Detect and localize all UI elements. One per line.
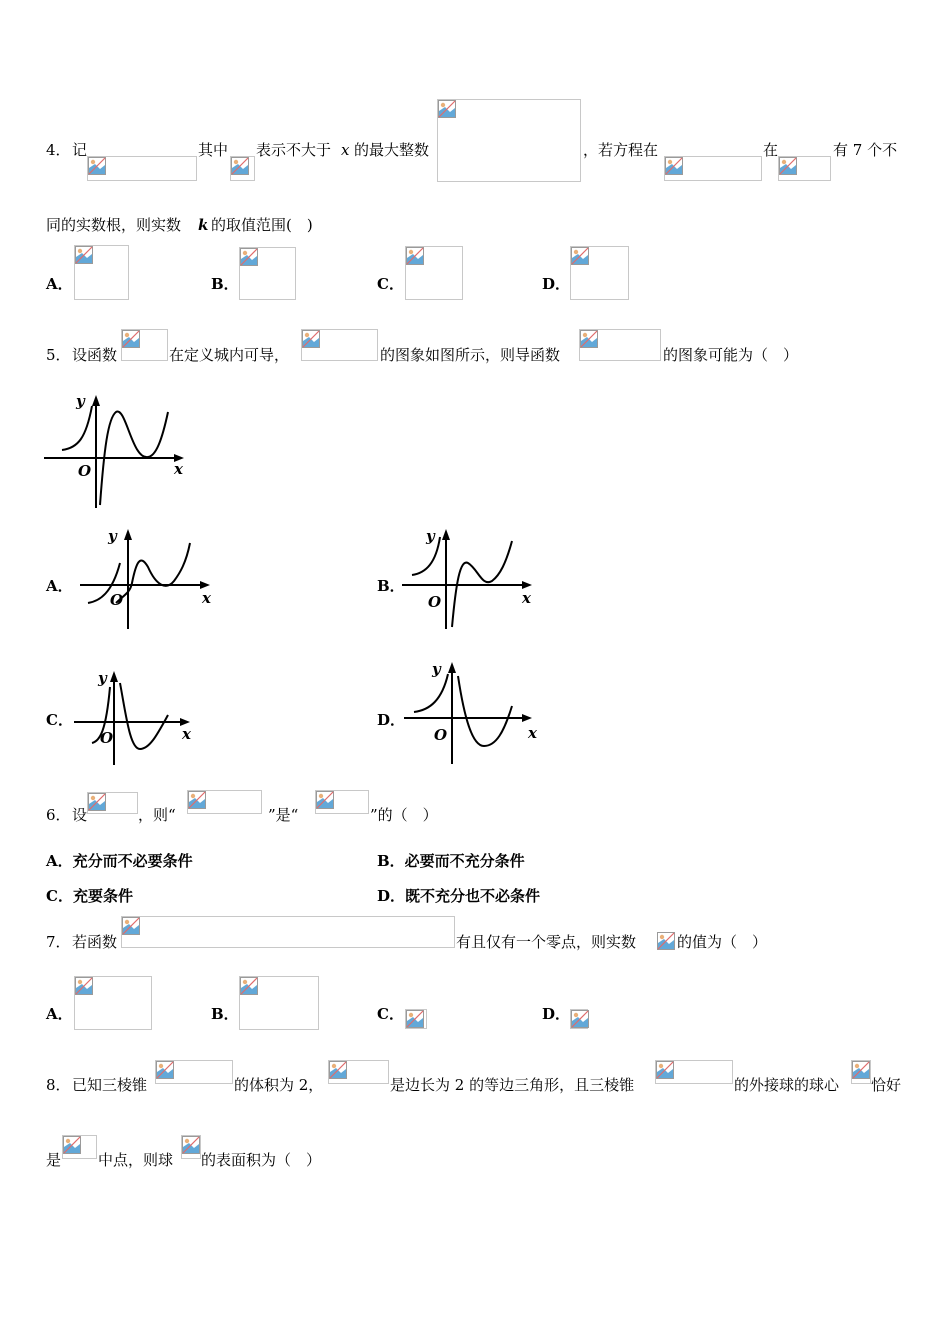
formula-image: [778, 156, 831, 181]
formula-image: [301, 329, 378, 361]
option-b-graph[interactable]: [402, 523, 542, 635]
broken-image-icon: [329, 1061, 347, 1079]
formula-image: [655, 1060, 733, 1084]
broken-image-icon: [571, 247, 589, 265]
broken-image-icon: [656, 1061, 674, 1079]
broken-image-icon: [182, 1136, 200, 1154]
broken-image-icon: [657, 932, 675, 950]
formula-image: [579, 329, 661, 361]
formula-image: [328, 1060, 389, 1084]
formula-image: [664, 156, 762, 181]
formula-image: [121, 916, 455, 948]
q7-text-3: 的值为（ ）: [677, 933, 768, 951]
broken-image-icon: [779, 157, 797, 175]
broken-image-icon: [406, 1010, 424, 1028]
x-axis-arrow: [522, 581, 532, 589]
q5-text-3: 的图象如图所示，则导函数: [380, 346, 561, 364]
origin-label: O: [100, 729, 114, 747]
q4-line2b: 的取值范围( ): [211, 216, 313, 234]
y-axis-arrow: [124, 529, 132, 540]
formula-image: [62, 1135, 97, 1159]
broken-image-icon: [75, 246, 93, 264]
formula-image: [187, 790, 262, 814]
broken-image-icon: [88, 793, 106, 811]
q6-text-4: ”的（ ）: [370, 806, 438, 824]
q7-text-1: 若函数: [72, 933, 118, 951]
q6-option-d[interactable]: D．既不充分也不必条件: [377, 887, 541, 905]
broken-image-icon: [302, 330, 320, 348]
broken-image-icon: [240, 248, 258, 266]
broken-image-icon: [231, 157, 249, 175]
curve-right: [120, 683, 168, 749]
q4-number: 4．: [46, 141, 71, 159]
q4-text-7: 有 7 个不: [833, 141, 898, 159]
x-axis-label: x: [522, 589, 531, 607]
q7-text-2: 有且仅有一个零点，则实数: [456, 933, 637, 951]
y-axis-label: y: [76, 392, 85, 410]
q4-option-c[interactable]: C．: [377, 275, 404, 293]
q4-option-b[interactable]: B．: [211, 275, 239, 293]
x-axis-arrow: [200, 581, 210, 589]
option-c-graph[interactable]: [74, 665, 204, 770]
broken-image-icon: [406, 247, 424, 265]
broken-image-icon: [156, 1061, 174, 1079]
q7-option-a[interactable]: A．: [46, 1005, 73, 1023]
broken-image-icon: [316, 791, 334, 809]
option-d-graph[interactable]: [404, 656, 554, 768]
q4-text-1: 记: [72, 141, 88, 159]
origin-label: O: [110, 591, 124, 609]
y-axis-arrow: [442, 529, 450, 540]
function-graph: [44, 390, 194, 510]
y-axis-arrow: [110, 671, 118, 682]
q8-line2b: 中点，则球: [98, 1151, 174, 1169]
option-image: [74, 976, 152, 1030]
q6-option-c[interactable]: C．充要条件: [46, 887, 133, 905]
q5-option-c[interactable]: C．: [46, 711, 73, 729]
q5-text-1: 设函数: [72, 346, 118, 364]
y-axis-label: y: [108, 527, 117, 545]
q6-number: 6．: [46, 806, 71, 824]
q4-var-k: k: [198, 216, 209, 234]
q8-line2c: 的表面积为（ ）: [201, 1151, 322, 1169]
y-axis-label: y: [432, 660, 441, 678]
broken-image-icon: [240, 977, 258, 995]
broken-image-icon: [63, 1136, 81, 1154]
broken-image-icon: [580, 330, 598, 348]
y-axis-label: y: [98, 669, 107, 687]
q6-text-1: 设: [72, 806, 88, 824]
option-image: [570, 1009, 588, 1029]
x-axis-label: x: [182, 725, 191, 743]
q5-number: 5．: [46, 346, 71, 364]
origin-label: O: [434, 726, 448, 744]
q5-option-d[interactable]: D．: [377, 711, 406, 729]
q7-option-c[interactable]: C．: [377, 1005, 404, 1023]
broken-image-icon: [122, 330, 140, 348]
formula-image: [121, 329, 168, 361]
q6-text-2: ，则“: [138, 806, 176, 824]
broken-image-icon: [571, 1010, 589, 1028]
origin-label: O: [428, 593, 442, 611]
broken-image-icon: [665, 157, 683, 175]
q4-text-4: 的最大整数: [354, 141, 430, 159]
option-image: [239, 976, 319, 1030]
q8-text-3: 是边长为 2 的等边三角形，且三棱锥: [390, 1076, 635, 1094]
broken-image-icon: [438, 100, 456, 118]
formula-image: [657, 932, 675, 950]
formula-image: [87, 156, 197, 181]
option-image: [74, 245, 129, 300]
option-image: [239, 247, 296, 300]
q5-option-b[interactable]: B．: [377, 577, 405, 595]
option-a-graph[interactable]: [80, 523, 220, 635]
option-image: [405, 1009, 427, 1029]
broken-image-icon: [88, 157, 106, 175]
q4-text-6: 在: [763, 141, 779, 159]
formula-image: [155, 1060, 233, 1084]
formula-image: [851, 1060, 871, 1084]
broken-image-icon: [75, 977, 93, 995]
formula-image: [87, 792, 138, 814]
y-axis-arrow: [92, 395, 100, 406]
q5-option-a[interactable]: A．: [46, 577, 73, 595]
q8-text-2: 的体积为 2，: [234, 1076, 324, 1094]
origin-label: O: [78, 462, 92, 480]
broken-image-icon: [852, 1061, 870, 1079]
x-axis-label: x: [174, 460, 183, 478]
curve-right: [458, 676, 512, 746]
q4-option-d[interactable]: D．: [542, 275, 571, 293]
curve-left: [414, 674, 448, 712]
curve-left-branch: [62, 406, 92, 450]
q8-line2a: 是: [46, 1151, 62, 1169]
option-image: [405, 246, 463, 300]
formula-image: [437, 99, 581, 182]
q6-option-a[interactable]: A．充分而不必要条件: [46, 852, 193, 870]
option-image: [570, 246, 629, 300]
broken-image-icon: [188, 791, 206, 809]
q7-number: 7．: [46, 933, 71, 951]
q7-option-b[interactable]: B．: [211, 1005, 239, 1023]
q4-text-3: 表示不大于: [256, 141, 332, 159]
formula-image: [230, 156, 255, 181]
broken-image-icon: [122, 917, 140, 935]
q8-text-5: 恰好: [871, 1076, 902, 1094]
q8-text-1: 已知三棱锥: [72, 1076, 148, 1094]
q6-text-3: ”是“: [268, 806, 299, 824]
q4-option-a[interactable]: A．: [46, 275, 73, 293]
q4-line2a: 同的实数根，则实数: [46, 216, 182, 234]
q8-number: 8．: [46, 1076, 71, 1094]
q4-text-5: ，若方程在: [583, 141, 659, 159]
x-axis-arrow: [522, 714, 532, 722]
q7-option-d[interactable]: D．: [542, 1005, 571, 1023]
x-axis-label: x: [202, 589, 211, 607]
y-axis-arrow: [448, 662, 456, 673]
q6-option-b[interactable]: B．必要而不充分条件: [377, 852, 525, 870]
q4-var-x: x: [341, 141, 350, 159]
formula-image: [181, 1135, 201, 1159]
q8-text-4: 的外接球的球心: [734, 1076, 840, 1094]
q5-text-2: 在定义城内可导，: [169, 346, 290, 364]
x-axis-label: x: [528, 724, 537, 742]
q5-text-4: 的图象可能为（ ）: [663, 346, 799, 364]
q4-text-2: 其中: [198, 141, 229, 159]
y-axis-label: y: [426, 527, 435, 545]
formula-image: [315, 790, 369, 814]
